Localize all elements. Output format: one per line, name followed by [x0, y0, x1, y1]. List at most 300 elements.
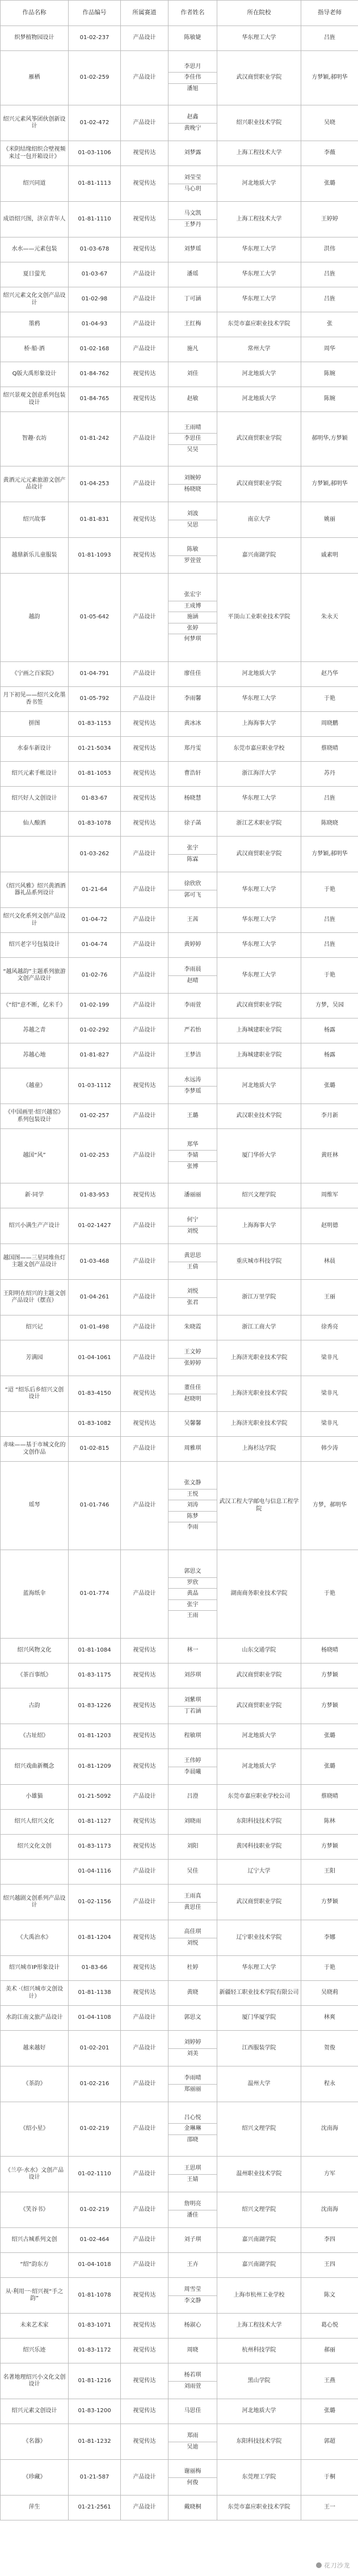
cell-teacher: 赵乃华 — [301, 662, 358, 687]
cell-teacher: 梁非凡 — [301, 1412, 358, 1437]
cell-school: 重庆城市科技学院 — [217, 1244, 301, 1280]
cell-track: 视觉传达 — [121, 762, 169, 787]
author-name: 刘子琪 — [184, 2237, 201, 2243]
table-row — [1, 287, 358, 312]
cell-authors — [169, 1376, 217, 1412]
cell-authors — [169, 26, 217, 51]
cell-teacher: 葛心悦 — [301, 2314, 358, 2339]
author-name: 王茜 — [187, 916, 199, 923]
cell-teacher: 方梦颖,郝明华 — [301, 51, 358, 105]
cell-teacher: 张 — [301, 312, 358, 337]
cell-school: 辽宁职业技术学院 — [217, 1920, 301, 1956]
cell-school: 东莞市嘉应职业学校公司 — [217, 1785, 301, 1810]
author-name: 王悦 — [169, 1489, 217, 1501]
table-row — [1, 1280, 358, 1315]
cell-code: 01-21-64 — [69, 872, 121, 908]
cell-teacher: 沈南海 — [301, 2102, 358, 2157]
cell-track: 视觉传达 — [121, 1412, 169, 1437]
cell-title: 绍兴元素风筝团伙创新设计 — [1, 105, 69, 141]
author-name: 戴晓桐 — [184, 2504, 201, 2511]
author-name: 张君 — [187, 1299, 199, 1306]
cell-school: 温州职业技术学院 — [217, 2157, 301, 2192]
cell-school: 上海济光职业技术学院 — [217, 1340, 301, 1376]
table-row — [1, 2278, 358, 2314]
cell-school: 华东理工大学 — [217, 687, 301, 712]
cell-teacher: 方梦颖 — [301, 1835, 358, 1860]
author-name: 吕心悦 — [169, 2113, 217, 2124]
author-name: 赵敏 — [187, 396, 199, 402]
cell-school: 东莞市嘉应职业技术学院 — [217, 2496, 301, 2520]
cell-authors — [169, 2192, 217, 2228]
cell-title: 王阳明在绍兴的主题文创产品设计（摆直） — [1, 1280, 69, 1315]
cell-authors — [169, 2496, 217, 2520]
table-row — [1, 362, 358, 387]
cell-track: 产品设计 — [121, 1860, 169, 1885]
author-name: 施涵 — [169, 612, 217, 623]
table-row — [1, 2031, 358, 2066]
cell-track: 产品设计 — [121, 908, 169, 933]
cell-school: 华东理工大学 — [217, 908, 301, 933]
author-name: 徐子菡 — [184, 820, 201, 827]
cell-authors — [169, 787, 217, 812]
cell-teacher: 蔡晓晴 — [301, 737, 358, 762]
table-row — [1, 1315, 358, 1340]
cell-title: 苏越之青 — [1, 1018, 69, 1043]
author-name: 王雨 — [187, 1612, 199, 1619]
author-name: 何宁 — [169, 1215, 217, 1227]
cell-code: 01-83-66 — [69, 1956, 121, 1981]
wechat-icon — [316, 2562, 322, 2568]
cell-school: 平顶山工业职业技术学院 — [217, 574, 301, 662]
table-row — [1, 2192, 358, 2228]
table-row — [1, 1688, 358, 1724]
cell-teacher: 郝丽 — [301, 2339, 358, 2363]
cell-school: 东莞市嘉应职业学校 — [217, 737, 301, 762]
cell-track: 视觉传达 — [121, 1956, 169, 1981]
cell-track: 产品设计 — [121, 1208, 169, 1244]
cell-track: 产品设计 — [121, 2228, 169, 2253]
cell-school: 上海海事大学 — [217, 712, 301, 737]
cell-authors — [169, 2399, 217, 2424]
cell-track: 产品设计 — [121, 1043, 169, 1068]
author-name: 陈霖 — [187, 856, 199, 863]
cell-teacher: 于艳 — [301, 687, 358, 712]
author-name: 王红梅 — [184, 321, 201, 328]
cell-title: 黄酒元元元素旅游文创产品设计 — [1, 466, 69, 502]
author-name: 潘旭 — [187, 85, 199, 92]
cell-authors — [169, 1860, 217, 1885]
author-name: 罗萱萱 — [184, 557, 201, 564]
cell-authors — [169, 1244, 217, 1280]
cell-title: 绍兴元素手帐设计 — [1, 762, 69, 787]
cell-school: 湖南商务职业技术学院 — [217, 1550, 301, 1639]
cell-teacher: 方梦颖,郝明华 — [301, 466, 358, 502]
table-row — [1, 2253, 358, 2278]
table-row — [1, 1376, 358, 1412]
cell-code: 01-81-1232 — [69, 2424, 121, 2460]
table-row — [1, 2399, 358, 2424]
cell-code: 01-02-216 — [69, 2066, 121, 2102]
cell-teacher: 吕旌 — [301, 262, 358, 287]
author-name: 王伟婷 — [169, 1756, 217, 1767]
table-row — [1, 1437, 358, 1462]
author-name: 何梦琪 — [184, 636, 201, 643]
cell-teacher: 王阳 — [301, 1860, 358, 1885]
cell-title: “越风越韵”主题系列旅游文创产品设计 — [1, 958, 69, 994]
cell-track: 产品设计 — [121, 466, 169, 502]
cell-school: 嘉兴南湖学院 — [217, 538, 301, 574]
cell-teacher: 陈婉 — [301, 362, 358, 387]
author-name: 李雨晨 — [169, 965, 217, 976]
cell-code: 01-04-1018 — [69, 2253, 121, 2278]
cell-track: 产品设计 — [121, 262, 169, 287]
cell-authors — [169, 1550, 217, 1639]
cell-track: 产品设计 — [121, 412, 169, 466]
cell-title: 《笑谷书》 — [1, 2192, 69, 2228]
cell-track: 视觉传达 — [121, 1068, 169, 1104]
author-name: 王雨晴 — [169, 423, 217, 434]
cell-authors — [169, 1462, 217, 1550]
cell-authors — [169, 1280, 217, 1315]
cell-code: 01-21-587 — [69, 2460, 121, 2496]
cell-track: 产品设计 — [121, 1550, 169, 1639]
cell-track: 视觉传达 — [121, 2278, 169, 2314]
header-code: 作品编号 — [69, 1, 121, 26]
cell-school: 华东理工大学 — [217, 287, 301, 312]
cell-school: 厦门华厦学院 — [217, 2006, 301, 2031]
cell-authors — [169, 105, 217, 141]
cell-track: 视觉传达 — [121, 502, 169, 538]
cell-code: 01-21-5034 — [69, 737, 121, 762]
table-header-row — [1, 1, 358, 26]
cell-school: 河北地质大学 — [217, 1749, 301, 1785]
cell-title: 绍兴戏曲新概念 — [1, 1749, 69, 1785]
cell-authors — [169, 141, 217, 166]
author-name: 李雨晴 — [169, 2073, 217, 2085]
author-name: 王倩 — [187, 1263, 199, 1270]
cell-title: 夏日萤光 — [1, 262, 69, 287]
cell-teacher: 苏丹 — [301, 762, 358, 787]
table-row — [1, 2157, 358, 2192]
cell-title: 绍兴文化系列文创产品设计 — [1, 908, 69, 933]
cell-authors — [169, 1208, 217, 1244]
cell-authors — [169, 2157, 217, 2192]
author-name: 赵晴 — [187, 977, 199, 984]
author-name: 李梦瑶 — [184, 1088, 201, 1094]
cell-code: 01-01-746 — [69, 1462, 121, 1550]
author-name: 张婷婷 — [184, 1360, 201, 1366]
cell-track: 产品设计 — [121, 287, 169, 312]
cell-authors — [169, 2460, 217, 2496]
cell-code: 01-03-1112 — [69, 1068, 121, 1104]
cell-code: 01-04-253 — [69, 466, 121, 502]
author-name: 高佳琪 — [169, 1927, 217, 1938]
cell-code: 01-83-1226 — [69, 1688, 121, 1724]
cell-teacher: 张璐 — [301, 166, 358, 202]
author-name: 刘雨萱 — [184, 2383, 201, 2390]
author-name: 李文静 — [184, 2297, 201, 2304]
cell-authors — [169, 812, 217, 837]
cell-authors — [169, 502, 217, 538]
cell-track: 视觉传达 — [121, 166, 169, 202]
author-name: 郭可飞 — [184, 892, 201, 898]
author-name: 黄思思 — [169, 1251, 217, 1262]
author-name: 李雨 — [187, 1524, 199, 1531]
cell-teacher: 李娜 — [301, 1920, 358, 1956]
table-row — [1, 2006, 358, 2031]
cell-code: 01-81-242 — [69, 412, 121, 466]
cell-teacher: 陈林 — [301, 1810, 358, 1835]
cell-track: 视觉传达 — [121, 362, 169, 387]
cell-school: 黄冈科技职业学院 — [217, 1835, 301, 1860]
cell-track: 产品设计 — [121, 1885, 169, 1920]
cell-teacher: 林晨 — [301, 1244, 358, 1280]
cell-teacher: 于艳 — [301, 958, 358, 994]
cell-track: 产品设计 — [121, 1315, 169, 1340]
author-name: 郑华 — [169, 1140, 217, 1151]
author-name: 潘佳 — [187, 2212, 199, 2218]
header-teacher: 指导老师 — [301, 1, 358, 26]
cell-title: 越国“风” — [1, 1129, 69, 1183]
cell-title: 小雄猫 — [1, 1785, 69, 1810]
cell-school: 武汉商贸职业学院 — [217, 994, 301, 1018]
cell-school: 华东理工大学 — [217, 958, 301, 994]
cell-title: 蓝海纸伞 — [1, 1550, 69, 1639]
cell-school: 武汉工程大学邮电与信息工程学院 — [217, 1462, 301, 1550]
cell-track: 视觉传达 — [121, 1688, 169, 1724]
cell-teacher: 方梦颖 — [301, 1663, 358, 1688]
cell-school: 杭州科技学院 — [217, 2339, 301, 2363]
table-row — [1, 1244, 358, 1280]
cell-title: 《绍小星》 — [1, 2102, 69, 2157]
cell-code: 01-03-468 — [69, 1244, 121, 1280]
cell-track: 产品设计 — [121, 51, 169, 105]
author-name: 李雨萱 — [184, 1002, 201, 1009]
cell-title: 绍兴小满生产产设计 — [1, 1208, 69, 1244]
cell-authors — [169, 51, 217, 105]
cell-code: 01-02-1427 — [69, 1208, 121, 1244]
cell-authors — [169, 2102, 217, 2157]
cell-code: 01-81-1084 — [69, 1639, 121, 1663]
cell-code: 01-02-219 — [69, 2102, 121, 2157]
cell-title: 新·同学 — [1, 1183, 69, 1208]
table-row — [1, 1550, 358, 1639]
author-name: 郭思文 — [169, 1567, 217, 1578]
cell-track: 产品设计 — [121, 337, 169, 362]
author-name: 郑丹雯 — [184, 745, 201, 752]
cell-teacher: 杨晓晴 — [301, 1639, 358, 1663]
cell-code: 01-83-67 — [69, 787, 121, 812]
cell-authors — [169, 337, 217, 362]
cell-track: 视觉传达 — [121, 387, 169, 412]
author-name: 马文凯 — [169, 209, 217, 220]
cell-title: 绍兴元素文创设计 — [1, 2399, 69, 2424]
author-name: 刘悦 — [187, 1940, 199, 1946]
cell-title: 绍兴好人文创设计 — [1, 787, 69, 812]
author-name: 刘晓雨 — [184, 1818, 201, 1825]
author-name: 徐欣欣 — [169, 879, 217, 890]
cell-track: 视觉传达 — [121, 1183, 169, 1208]
cell-school: 上海济光职业技术学院 — [217, 1376, 301, 1412]
cell-authors — [169, 1663, 217, 1688]
cell-school: 嘉兴南湖学院 — [217, 2228, 301, 2253]
cell-authors — [169, 908, 217, 933]
table-row — [1, 812, 358, 837]
cell-teacher: 方梦颖 — [301, 1688, 358, 1724]
header-authors: 作者姓名 — [169, 1, 217, 26]
cell-title: 越鼎新乐儿童服装 — [1, 538, 69, 574]
cell-title: “迢 “绍乐后乡绍兴文创设计 — [1, 1376, 69, 1412]
author-name: 黄冰冰 — [184, 720, 201, 727]
cell-title: 越韵 — [1, 574, 69, 662]
cell-title: 《名器》 — [1, 2424, 69, 2460]
author-name: 刘阳 — [187, 1843, 199, 1850]
cell-teacher: 李月新 — [301, 1104, 358, 1129]
cell-school: 上海工程技术大学 — [217, 202, 301, 237]
cell-teacher: 吕旌 — [301, 787, 358, 812]
table-row — [1, 2066, 358, 2102]
cell-authors — [169, 2253, 217, 2278]
cell-teacher: 王婷婷 — [301, 202, 358, 237]
author-name: 董佳佳 — [169, 1383, 217, 1394]
cell-teacher: 于桐 — [301, 2460, 358, 2496]
table-row — [1, 502, 358, 538]
author-name: 施凡 — [187, 346, 199, 353]
cell-track: 产品设计 — [121, 994, 169, 1018]
cell-authors — [169, 538, 217, 574]
cell-teacher: 郝明华,方梦颖 — [301, 412, 358, 466]
cell-authors — [169, 1724, 217, 1749]
cell-authors — [169, 2278, 217, 2314]
cell-code: 01-03-1106 — [69, 141, 121, 166]
author-name: 刘涛 — [169, 1500, 217, 1512]
author-name: 王成博 — [169, 601, 217, 613]
table-row — [1, 908, 358, 933]
cell-track: 视觉传达 — [121, 787, 169, 812]
cell-teacher: 韩少涛 — [301, 1437, 358, 1462]
cell-code: 01-81-831 — [69, 502, 121, 538]
cell-authors — [169, 1340, 217, 1376]
author-name: 王卉 — [187, 2261, 199, 2268]
cell-school: 浙江艺术职业学院 — [217, 812, 301, 837]
author-name: 黄晚宁 — [184, 125, 201, 131]
author-name: 李思月 — [169, 62, 217, 73]
table-row — [1, 2102, 358, 2157]
cell-code: 01-01-774 — [69, 1550, 121, 1639]
cell-school: 上海海事大学 — [217, 1208, 301, 1244]
cell-authors — [169, 202, 217, 237]
cell-school: 新疆轻工职业技术学院有限公司 — [217, 1981, 301, 2006]
table-row — [1, 712, 358, 737]
cell-code: 01-02-219 — [69, 2192, 121, 2228]
table-row — [1, 762, 358, 787]
cell-code: 01-02-98 — [69, 287, 121, 312]
author-name: 王婧 — [187, 2176, 199, 2183]
cell-teacher: 张璐 — [301, 1724, 358, 1749]
author-name: 刘波 — [169, 509, 217, 520]
cell-title: 绍兴元素文化文创产品设计 — [1, 287, 69, 312]
table-row — [1, 1981, 358, 2006]
cell-track: 产品设计 — [121, 2031, 169, 2066]
cell-track: 产品设计 — [121, 574, 169, 662]
cell-title: 绍兴乐迹 — [1, 2339, 69, 2363]
cell-title: 绍兴景观文创意系列包装设计 — [1, 387, 69, 412]
cell-school: 上海城建职业学院 — [217, 1018, 301, 1043]
table-row — [1, 1860, 358, 1885]
author-name: 张文静 — [169, 1478, 217, 1489]
cell-teacher: 杨露 — [301, 1018, 358, 1043]
cell-teacher: 梁非凡 — [301, 1340, 358, 1376]
author-name: 陈敏婕 — [184, 35, 201, 41]
author-name: 谢丽梅 — [169, 2467, 217, 2478]
cell-code: 01-02-201 — [69, 2031, 121, 2066]
cell-teacher: 戚素明 — [301, 538, 358, 574]
cell-authors — [169, 1315, 217, 1340]
cell-authors — [169, 2314, 217, 2339]
table-row — [1, 105, 358, 141]
cell-authors — [169, 2006, 217, 2031]
cell-code: 01-81-1078 — [69, 2278, 121, 2314]
cell-authors — [169, 166, 217, 202]
author-name: 张博 — [187, 1163, 199, 1170]
cell-school: 河北地质大学 — [217, 362, 301, 387]
cell-teacher: 吕旌 — [301, 908, 358, 933]
cell-teacher: 李薇 — [301, 141, 358, 166]
cell-school: 华东理工大学 — [217, 787, 301, 812]
table-row — [1, 1663, 358, 1688]
cell-school: 上海城建职业学院 — [217, 1043, 301, 1068]
cell-school: 常州大学 — [217, 337, 301, 362]
cell-teacher: 王丽 — [301, 1280, 358, 1315]
cell-code: 01-02-237 — [69, 26, 121, 51]
table-row — [1, 466, 358, 502]
author-name: 杨晓晓 — [184, 486, 201, 493]
cell-code: 01-21-2561 — [69, 2496, 121, 2520]
cell-track: 产品设计 — [121, 1785, 169, 1810]
cell-title: 绍兴风物文化 — [1, 1639, 69, 1663]
cell-code: 01-04-93 — [69, 312, 121, 337]
cell-authors — [169, 2363, 217, 2399]
cell-title: Q版大禹形象设计 — [1, 362, 69, 387]
table-row — [1, 1835, 358, 1860]
cell-title: 《茶百事纸》 — [1, 1663, 69, 1688]
table-row — [1, 1208, 358, 1244]
author-name: 马心玥 — [184, 185, 201, 192]
cell-school: 绍兴文理学院 — [217, 2192, 301, 2228]
author-name: 周晓 — [187, 2347, 199, 2354]
cell-authors — [169, 872, 217, 908]
cell-code: 01-04-1061 — [69, 1340, 121, 1376]
cell-track: 视觉传达 — [121, 2424, 169, 2460]
cell-authors — [169, 1068, 217, 1104]
cell-code: 01-21-5092 — [69, 1785, 121, 1810]
cell-title: 绍兴记 — [1, 1315, 69, 1340]
cell-teacher: 黄旺林 — [301, 1129, 358, 1183]
cell-school: 东莞理工学院 — [217, 2460, 301, 2496]
author-name: 金琳琳 — [169, 2124, 217, 2135]
author-name: 郑雨 — [169, 2431, 217, 2442]
cell-school: 上海市杭州工业学校 — [217, 2278, 301, 2314]
watermark-text: 花刀沙龙 — [324, 2562, 350, 2569]
cell-school: 南京大学 — [217, 502, 301, 538]
cell-code: 01-03-67 — [69, 262, 121, 287]
cell-track: 视觉传达 — [121, 1981, 169, 2006]
cell-title: 织梦植物园设计 — [1, 26, 69, 51]
cell-code: 01-81-1110 — [69, 202, 121, 237]
table-row — [1, 1340, 358, 1376]
author-name: 丁若涵 — [184, 1708, 201, 1714]
cell-authors — [169, 687, 217, 712]
